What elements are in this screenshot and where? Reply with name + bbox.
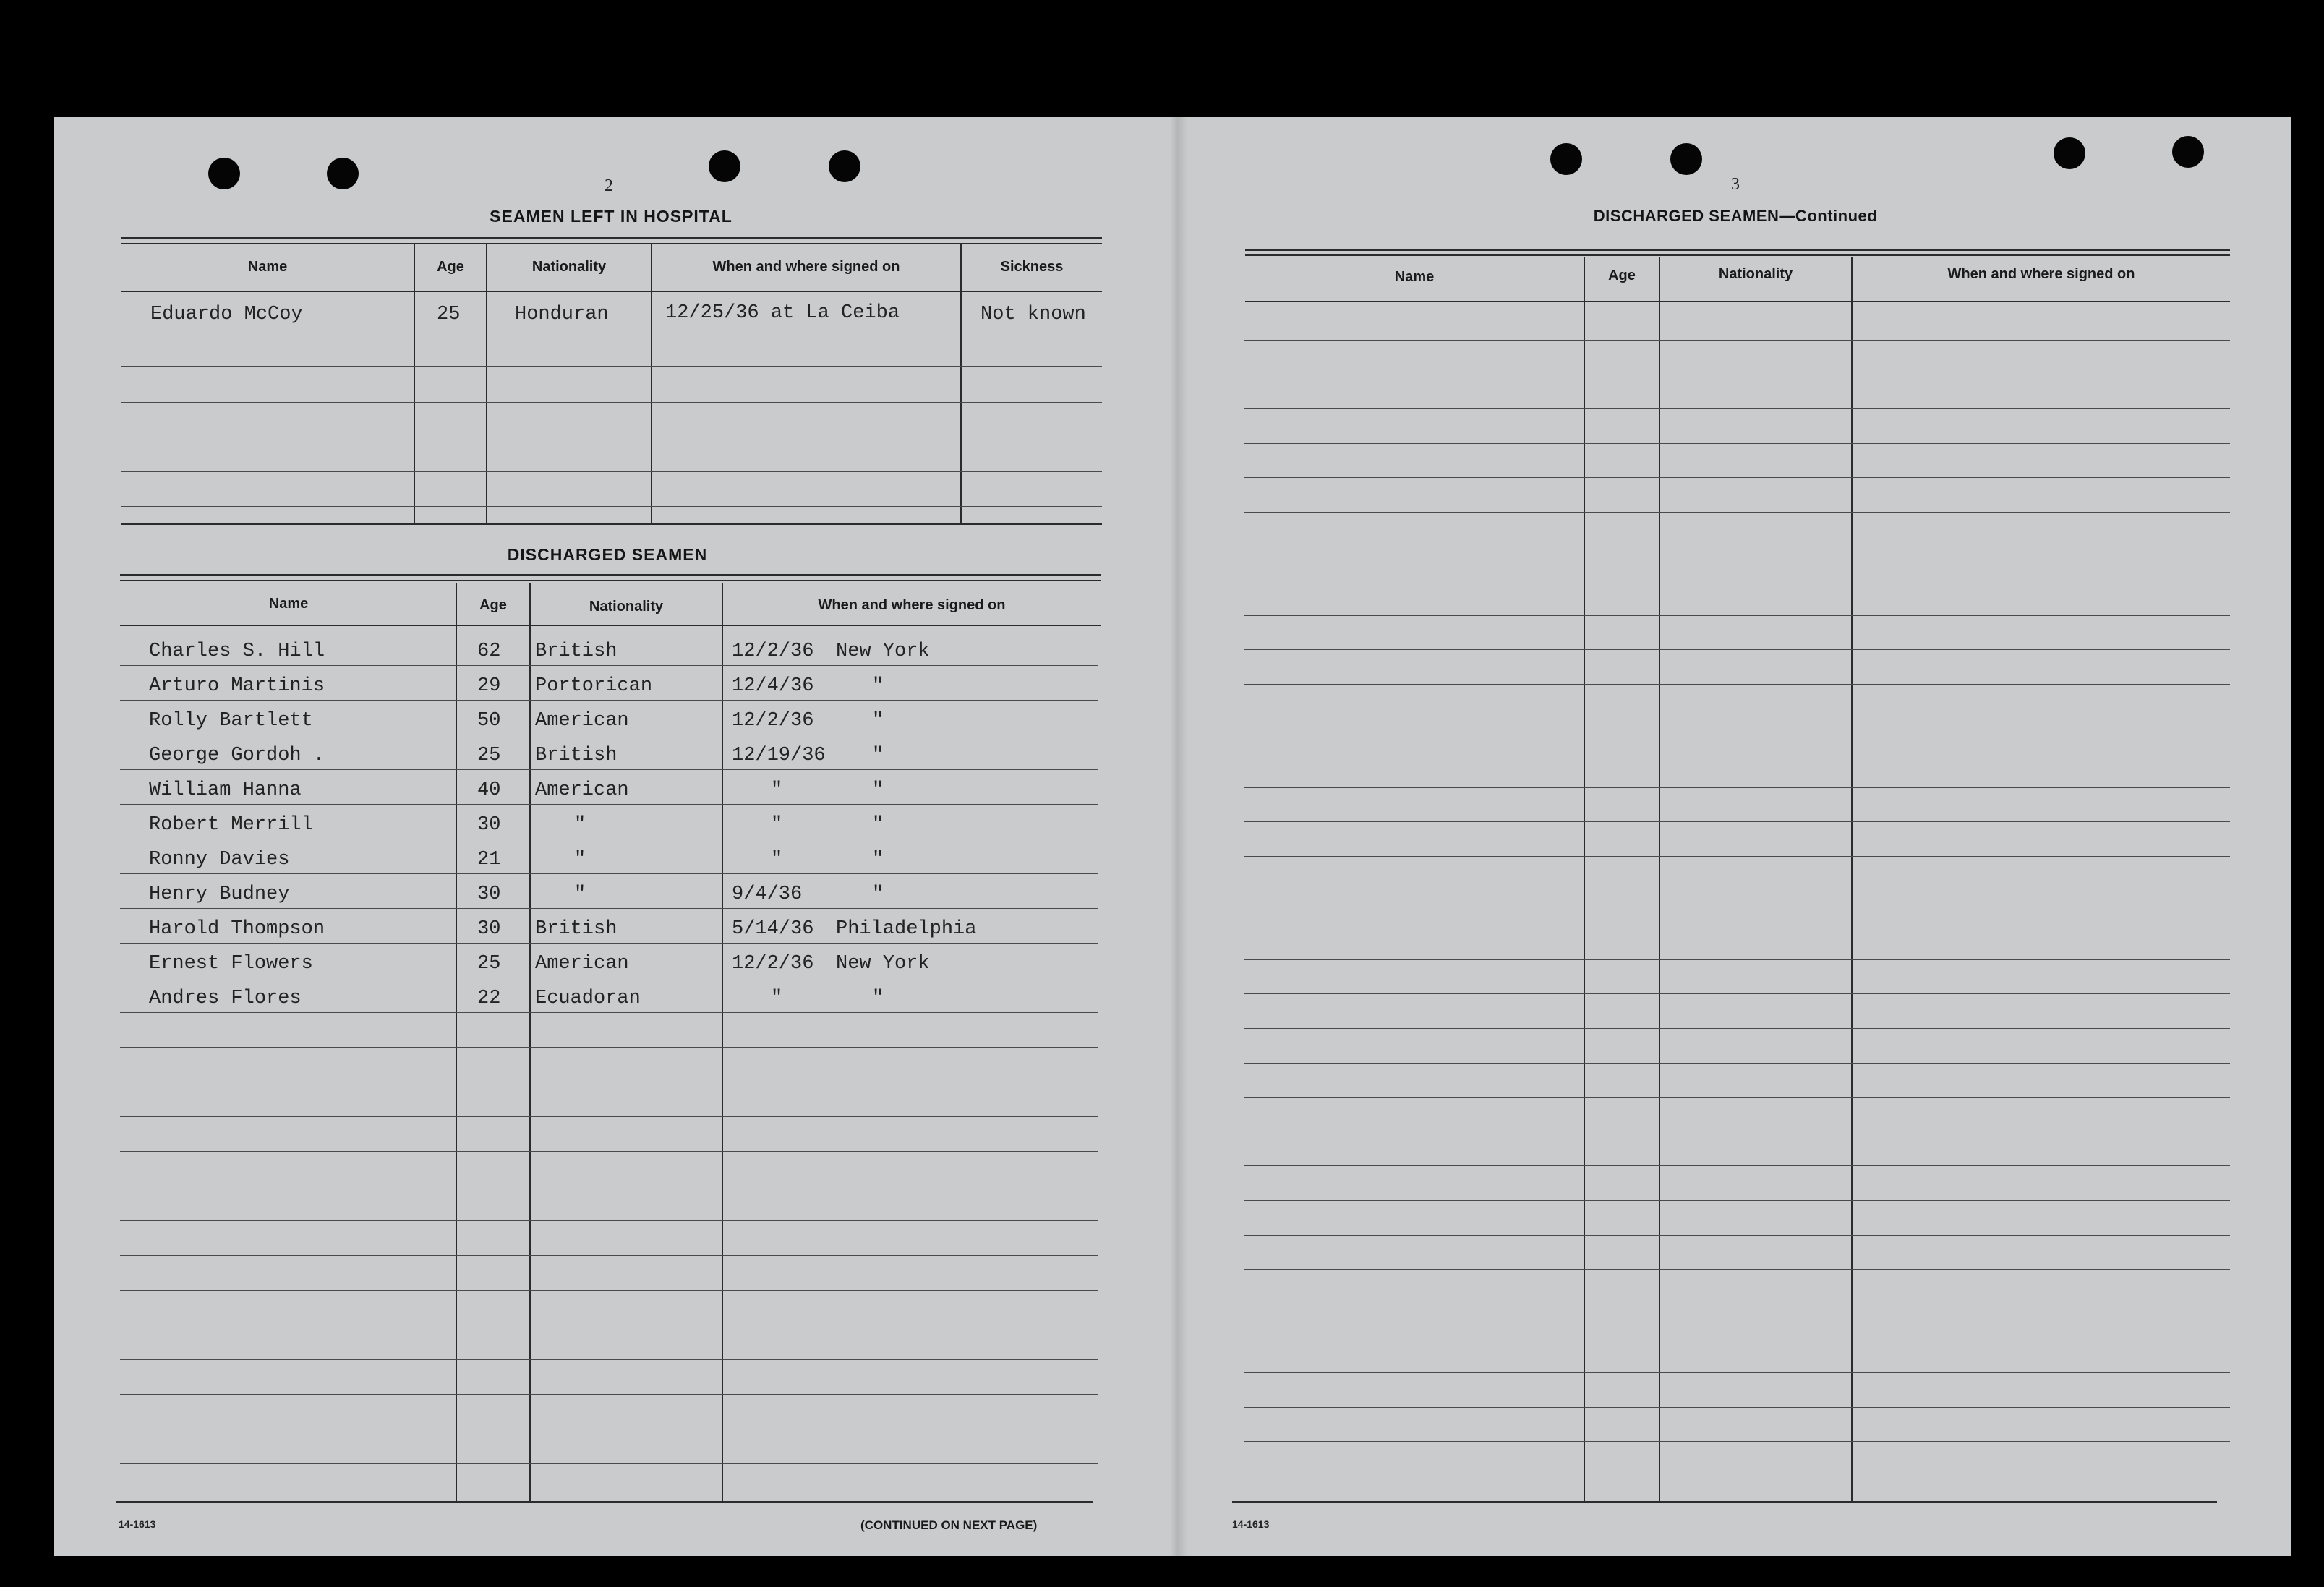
discharged-cell-name: Henry Budney [149, 884, 290, 905]
discharged-col-divider [529, 583, 531, 1502]
discharged-cell-nationality: " [574, 884, 586, 905]
form-number-left: 14-1613 [119, 1518, 156, 1530]
discharged-cell-date: 12/2/36 [732, 710, 814, 732]
discharged-row-line [120, 943, 1098, 944]
right-row-line [1244, 649, 2230, 650]
right-row-line [1244, 477, 2230, 478]
discharged-top-rule [120, 574, 1101, 576]
right-row-line [1244, 1097, 2230, 1098]
right-row-line [1244, 1200, 2230, 1201]
discharged-cell-nationality: American [535, 710, 629, 732]
page-number-left: 2 [605, 176, 613, 195]
discharged-cell-name: Ernest Flowers [149, 953, 313, 975]
discharged-cell-name: George Gordoh . [149, 745, 325, 766]
discharged-cell-place: " [872, 710, 884, 732]
hospital-cell-signed-on: 12/25/36 at La Ceiba [665, 302, 900, 324]
right-col-nationality: Nationality [1718, 266, 1793, 282]
discharged-cell-nationality: " [574, 814, 586, 836]
discharged-cell-place: New York [836, 953, 930, 975]
punch-hole [327, 158, 359, 189]
hospital-col-divider [486, 244, 487, 523]
hospital-cell-sickness: Not known [981, 304, 1086, 325]
hospital-row-line [121, 506, 1102, 507]
discharged-cell-place: " [872, 814, 884, 836]
right-row-line [1244, 1165, 2230, 1166]
discharged-col-signed-on: When and where signed on [818, 597, 1006, 613]
hospital-cell-nationality: Honduran [515, 304, 609, 325]
discharged-cell-name: Andres Flores [149, 988, 302, 1009]
right-row-line [1244, 512, 2230, 513]
right-col-signed-on: When and where signed on [1947, 266, 2135, 282]
discharged-cell-date: " [771, 814, 783, 836]
discharged-cell-place: New York [836, 641, 930, 662]
discharged-cell-age: 30 [477, 918, 501, 940]
discharged-cell-place: " [872, 779, 884, 801]
discharged-row-line [120, 1220, 1098, 1221]
hospital-section-title: SEAMEN LEFT IN HOSPITAL [490, 207, 732, 226]
punch-hole [709, 150, 740, 182]
discharged-row-line [120, 1116, 1098, 1117]
hospital-col-sickness: Sickness [1000, 259, 1064, 275]
right-row-line [1244, 340, 2230, 341]
hospital-top-rule [121, 237, 1102, 239]
discharged-row-line [120, 1463, 1098, 1464]
right-row-line [1244, 443, 2230, 444]
discharged-row-line [120, 804, 1098, 805]
discharged-cell-date: 12/2/36 [732, 641, 814, 662]
discharged-cell-nationality: British [535, 918, 618, 940]
hospital-top-rule-2 [121, 243, 1102, 244]
right-row-line [1244, 684, 2230, 685]
right-row-line [1244, 408, 2230, 409]
continued-note: (CONTINUED ON NEXT PAGE) [860, 1518, 1038, 1532]
hospital-cell-age: 25 [437, 304, 461, 325]
discharged-col-nationality: Nationality [589, 599, 664, 615]
discharged-cell-age: 21 [477, 849, 501, 871]
page-fold [1170, 117, 1187, 1556]
discharged-cell-nationality: British [535, 641, 618, 662]
hospital-row-line [121, 366, 1102, 367]
discharged-col-name: Name [268, 596, 309, 612]
discharged-cell-name: Charles S. Hill [149, 641, 325, 662]
discharged-col-age: Age [479, 597, 507, 613]
discharged-row-line [120, 1359, 1098, 1360]
discharged-cell-name: Rolly Bartlett [149, 710, 313, 732]
right-row-line [1244, 821, 2230, 822]
discharged-cell-nationality: Portorican [535, 675, 653, 697]
right-col-name: Name [1394, 269, 1435, 285]
discharged-cell-age: 40 [477, 779, 501, 801]
discharged-header-rule [120, 625, 1101, 626]
discharged-cell-nationality: American [535, 779, 629, 801]
discharged-cell-name: Robert Merrill [149, 814, 313, 836]
right-col-divider [1851, 257, 1853, 1501]
right-col-divider [1659, 257, 1660, 1501]
discharged-cell-nationality: British [535, 745, 618, 766]
right-row-line [1244, 993, 2230, 994]
hospital-col-name: Name [247, 259, 288, 275]
discharged-row-line [120, 700, 1098, 701]
discharged-cell-name: William Hanna [149, 779, 302, 801]
right-row-line [1244, 1235, 2230, 1236]
discharged-cell-age: 30 [477, 884, 501, 905]
hospital-cell-name: Eduardo McCoy [150, 304, 303, 325]
discharged-top-rule-2 [120, 580, 1101, 581]
discharged-row-line [120, 873, 1098, 874]
discharged-cell-age: 22 [477, 988, 501, 1009]
discharged-col-divider [722, 583, 723, 1502]
discharged-row-line [120, 908, 1098, 909]
discharged-cell-age: 25 [477, 953, 501, 975]
discharged-cell-place: Philadelphia [836, 918, 977, 940]
discharged-cell-nationality: Ecuadoran [535, 988, 641, 1009]
discharged-cell-date: 12/4/36 [732, 675, 814, 697]
right-bottom-rule [1232, 1501, 2217, 1503]
discharged-cell-name: Ronny Davies [149, 849, 290, 871]
discharged-cell-nationality: American [535, 953, 629, 975]
discharged-row-line [120, 1255, 1098, 1256]
left-page [54, 117, 1179, 1556]
punch-hole [208, 158, 240, 189]
punch-hole [829, 150, 860, 182]
hospital-col-divider [651, 244, 652, 523]
discharged-cell-place: " [872, 988, 884, 1009]
right-page [1179, 117, 2291, 1556]
hospital-row-line [121, 402, 1102, 403]
hospital-header-rule [121, 291, 1102, 292]
hospital-col-nationality: Nationality [531, 259, 607, 275]
punch-hole [2054, 137, 2085, 169]
right-row-line [1244, 615, 2230, 616]
discharged-bottom-rule [116, 1501, 1093, 1503]
discharged-row-line [120, 1290, 1098, 1291]
right-top-rule-2 [1245, 254, 2230, 256]
right-row-line [1244, 959, 2230, 960]
discharged-cell-place: " [872, 675, 884, 697]
hospital-bottom-rule [121, 523, 1102, 525]
discharged-cell-age: 62 [477, 641, 501, 662]
discharged-cell-place: " [872, 884, 884, 905]
form-number-right: 14-1613 [1232, 1518, 1270, 1530]
punch-hole [2172, 136, 2204, 168]
discharged-cell-name: Harold Thompson [149, 918, 325, 940]
hospital-col-age: Age [437, 259, 464, 275]
discharged-cell-place: " [872, 849, 884, 871]
right-row-line [1244, 856, 2230, 857]
discharged-cell-age: 25 [477, 745, 501, 766]
discharged-cell-date: " [771, 849, 783, 871]
right-row-line [1244, 1063, 2230, 1064]
right-top-rule [1245, 249, 2230, 251]
hospital-row-line [121, 471, 1102, 472]
right-col-divider [1584, 257, 1585, 1501]
discharged-row-line [120, 1151, 1098, 1152]
discharged-cell-age: 50 [477, 710, 501, 732]
discharged-row-line [120, 1047, 1098, 1048]
right-col-age: Age [1608, 268, 1636, 283]
hospital-col-divider [960, 244, 962, 523]
discharged-row-line [120, 1012, 1098, 1013]
discharged-cell-date: " [771, 988, 783, 1009]
discharged-row-line [120, 769, 1098, 770]
discharged-cell-place: " [872, 745, 884, 766]
punch-hole [1670, 143, 1702, 175]
discharged-row-line [120, 1394, 1098, 1395]
punch-hole [1550, 143, 1582, 175]
right-row-line [1244, 1441, 2230, 1442]
discharged-row-line [120, 665, 1098, 666]
hospital-col-signed-on: When and where signed on [712, 259, 900, 275]
right-row-line [1244, 1028, 2230, 1029]
right-row-line [1244, 1407, 2230, 1408]
discharged-cell-date: 9/4/36 [732, 884, 803, 905]
right-section-title: DISCHARGED SEAMEN—Continued [1593, 207, 1878, 225]
discharged-cell-date: 12/2/36 [732, 953, 814, 975]
right-row-line [1244, 1372, 2230, 1373]
discharged-cell-name: Arturo Martinis [149, 675, 325, 697]
discharged-col-divider [456, 583, 457, 1502]
discharged-cell-date: 5/14/36 [732, 918, 814, 940]
discharged-cell-date: " [771, 779, 783, 801]
right-header-rule [1245, 301, 2230, 302]
right-row-line [1244, 787, 2230, 788]
discharged-section-title: DISCHARGED SEAMEN [507, 545, 708, 564]
discharged-cell-nationality: " [574, 849, 586, 871]
discharged-cell-date: 12/19/36 [732, 745, 826, 766]
hospital-col-divider [414, 244, 415, 523]
right-row-line [1244, 1269, 2230, 1270]
page-number-right: 3 [1731, 175, 1740, 194]
discharged-cell-age: 29 [477, 675, 501, 697]
discharged-cell-age: 30 [477, 814, 501, 836]
